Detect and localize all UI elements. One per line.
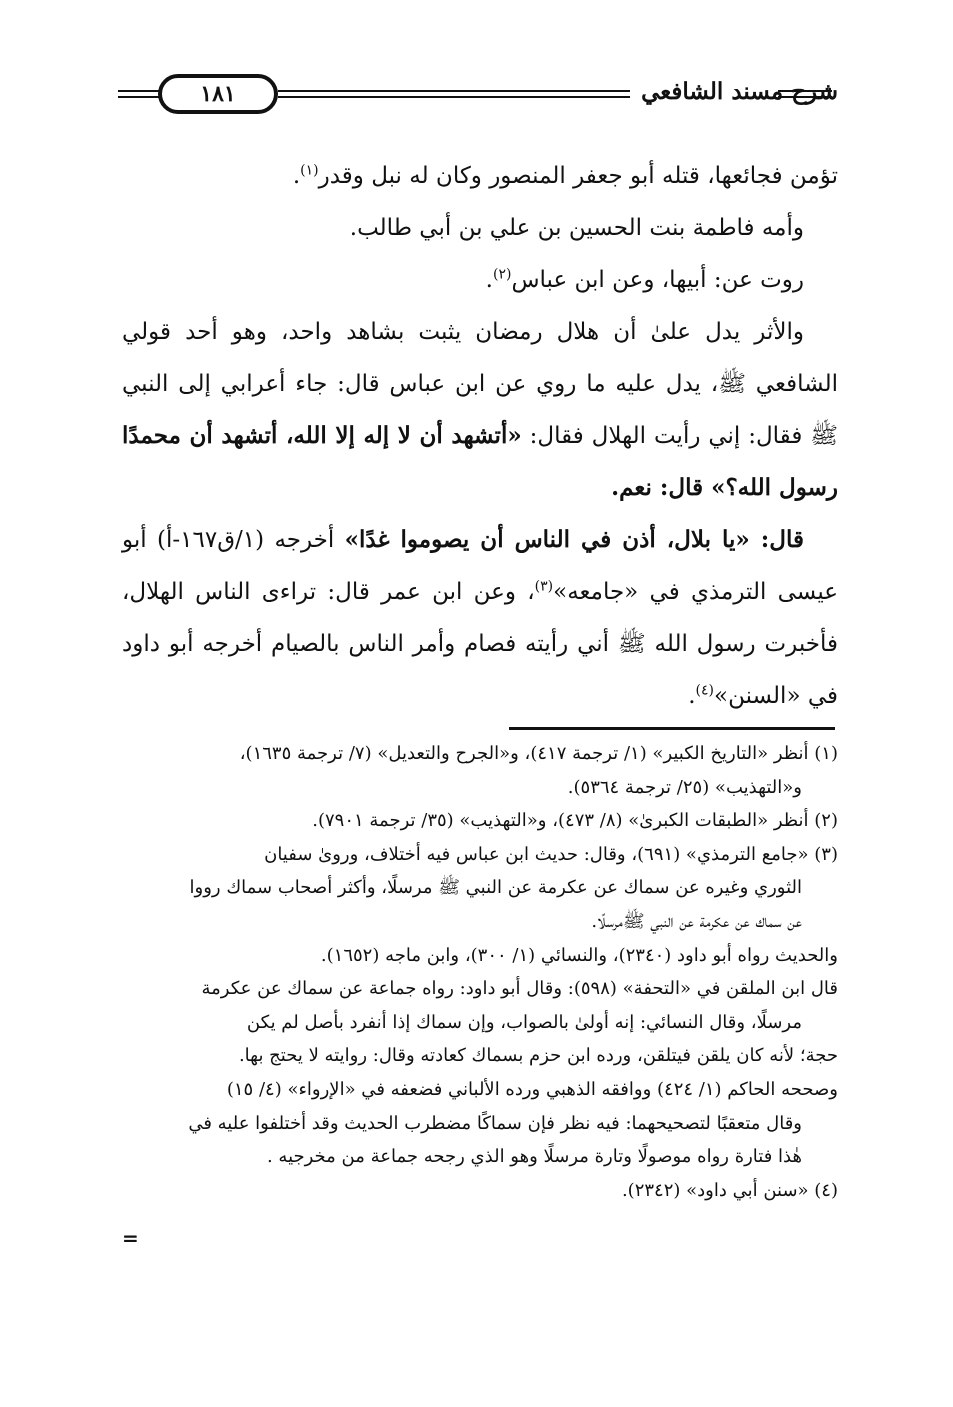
header-rule-left-top <box>118 90 160 92</box>
p3-end: . <box>485 267 493 293</box>
footnote-2: (٢) أنظر «الطبقات الكبرىٰ» (٨/ ٤٧٣)، و«التهذيب» (٣٥/ ترجمة ٧٩٠١). <box>312 810 838 832</box>
footnote-3-line-10: هٰذا فتارة رواه موصولًا وتارة مرسلًا وهو الذي رجحه جماعة من مخرجيه . <box>266 1146 802 1168</box>
footnote-3: (٣) «جامع الترمذي» (٦٩١)، وقال: حديث ابن عباس فيه أختلاف، وروىٰ سفيان <box>264 843 838 865</box>
header-rule-middle-top <box>278 90 630 92</box>
footnote-3-line-7: حجة؛ لأنه كان يلقن فيتلقن، ورده ابن حزم بسماك كعادته وقال: روايته لا يحتج بها. <box>238 1045 838 1067</box>
footnotes <box>122 737 838 1207</box>
p2-text: وأمه فاطمة بنت الحسين بن علي بن أبي طالب. <box>349 215 804 241</box>
footnote-3-line-8: وصححه الحاكم (١/ ٤٢٤) ووافقه الذهبي ورده الألباني فضعفه في «الإرواء» (٤/ ١٥) <box>226 1078 838 1100</box>
footnote-ref-2: (٢) <box>492 266 512 283</box>
paragraph-3 <box>122 254 838 306</box>
header-rule-middle-bottom <box>278 96 630 98</box>
footnote-separator <box>509 727 835 730</box>
header-rule-left-bottom <box>118 96 160 98</box>
p5-end: . <box>688 683 696 709</box>
book-title: شرح مسند الشافعي <box>641 78 838 105</box>
p5-text-b: ، وعن ابن عمر قال: تراءى الناس الهلال، فأخبرت رسول الله ﷺ أني رأيته فصام وأمر الناس بالصيام أخرجه أبو داود في «السنن» <box>122 579 838 709</box>
footnote-4: (٤) «سنن أبي داود» (٢٣٤٢). <box>621 1179 838 1201</box>
paragraph-2 <box>122 202 838 254</box>
page-number-text: ١٨١ <box>200 81 236 107</box>
p1-text: تؤمن فجائعها، قتله أبو جعفر المنصور وكان له نبل وقدر <box>318 163 838 189</box>
footnote-3-line-2: الثوري وغيره عن سماك عن عكرمة عن النبي ﷺ مرسلًا، وأكثر أصحاب سماك رووا <box>189 877 802 899</box>
paragraph-4 <box>122 306 838 514</box>
p3-text: روت عن: أبيها، وعن ابن عباس <box>511 267 804 293</box>
main-text <box>122 150 838 722</box>
footnote-3-line-4: والحديث رواه أبو داود (٢٣٤٠)، والنسائي (١/ ٣٠٠)، وابن ماجه (١٦٥٢). <box>320 944 838 966</box>
footnote-ref-1: (١) <box>300 162 319 179</box>
p1-end: . <box>292 163 301 189</box>
page-number <box>158 74 278 114</box>
footnote-3-line-6: مرسلًا، وقال النسائي: إنه أولىٰ بالصواب، وإن سماك إذا أنفرد بأصل لم يكن <box>246 1011 802 1033</box>
footnote-1: (١) أنظر «التاريخ الكبير» (١/ ترجمة ٤١٧)، و«الجرح والتعديل» (٧/ ترجمة ١٦٣٥)، <box>239 743 838 764</box>
footnote-3-line-3: عن سماك عن عكرمة عن النبي ﷺمرسلًا. <box>591 910 802 932</box>
paragraph-5 <box>122 514 838 722</box>
footnote-ref-4: (٤) <box>695 682 715 699</box>
paragraph-1 <box>122 150 838 202</box>
p5-text-a: أخرجه (١/ق١٦٧-أ) أبو عيسى الترمذي في «جامعه» <box>122 527 838 605</box>
footnote-1-cont: و«التهذيب» (٢٥/ ترجمة ٥٣٦٤). <box>567 776 802 798</box>
p5-hadith-text: قال: «يا بلال، أذن في الناس أن يصوموا غدًا» <box>344 526 804 553</box>
footnote-3-line-9: وقال متعقبًا لتصحيحهما: فيه نظر فإن سماكًا مضطرب الحديث وقد أختلفوا عليه في <box>188 1112 802 1134</box>
continuation-mark: = <box>122 1226 139 1250</box>
footnote-ref-3: (٣) <box>534 578 554 595</box>
p4-hadith-text: «أتشهد أن لا إله إلا الله، أتشهد أن محمدًا رسول الله؟» قال: نعم. <box>122 422 838 501</box>
p4-text: والأثر يدل علىٰ أن هلال رمضان يثبت بشاهد واحد، وهو أحد قولي الشافعي ﷺ، يدل عليه ما روي عن ابن عباس قال: جاء أعرابي إلى النبي ﷺ فقال: إني رأيت الهلال فقال: <box>122 319 838 449</box>
running-header <box>118 70 838 120</box>
footnote-3-line-5: قال ابن الملقن في «التحفة» (٥٩٨): وقال أبو داود: رواه جماعة عن سماك عن عكرمة <box>201 978 838 1000</box>
